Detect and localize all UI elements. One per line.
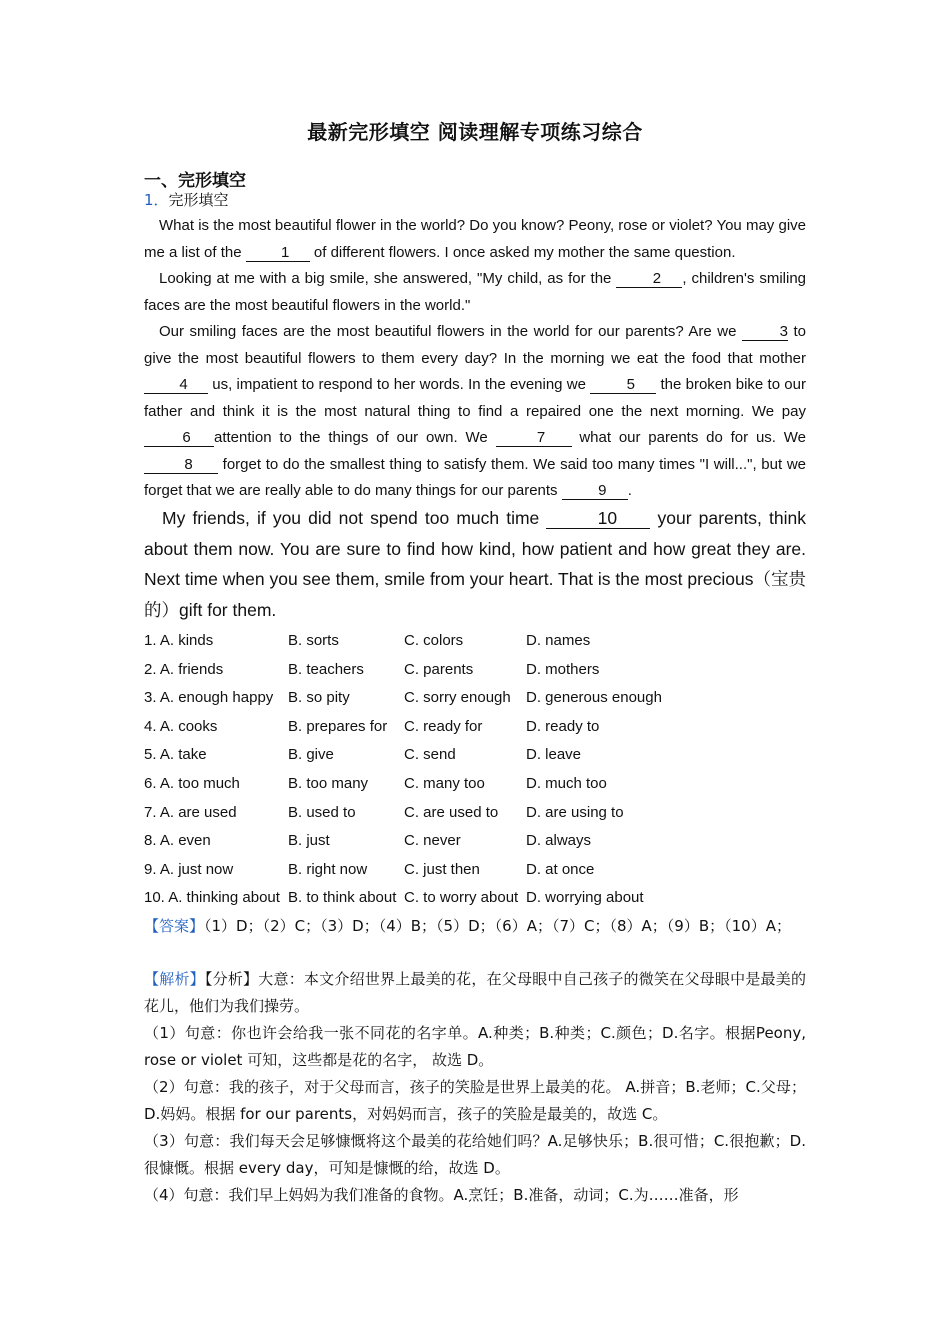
blank-2: 2 bbox=[616, 270, 682, 288]
option-row bbox=[144, 746, 806, 770]
option-choice: C. colors bbox=[404, 632, 464, 649]
passage-paragraph-2: Looking at me with a big smile, she answered, "My child, as for the 2 , children's smiling faces are the most beautiful flowers in the world." bbox=[144, 270, 807, 314]
option-choice: C. just then bbox=[404, 860, 480, 878]
explanation-item: （4）句意：我们早上妈妈为我们准备的食物。A.烹饪；B.准备，动词；C.为……准备，形 bbox=[144, 1186, 739, 1204]
option-choice: C. ready for bbox=[404, 717, 483, 735]
option-choice: B. just bbox=[288, 832, 330, 850]
option-choice: D. always bbox=[526, 832, 592, 850]
option-choice: D. generous enough bbox=[526, 689, 662, 707]
passage-paragraph-4: My friends, if you did not spend too much time 10 your parents, think about them now. You are sure to find how kind, how patient and how great they are. Next time when you see them, smile from your heart. That is the most precious（宝贵的）gift for them. bbox=[144, 508, 807, 620]
option-choice: D. ready to bbox=[526, 717, 600, 735]
blank-10: 10 bbox=[546, 508, 650, 529]
blank-3: 3 bbox=[742, 323, 788, 341]
section-heading: 一、完形填空 bbox=[144, 171, 246, 191]
blank-7: 7 bbox=[496, 429, 572, 447]
option-choice: D. much too bbox=[526, 775, 607, 792]
option-choice: 7. A. are used bbox=[144, 803, 237, 821]
option-choice: 3. A. enough happy bbox=[144, 689, 274, 707]
option-row bbox=[144, 775, 806, 799]
passage-paragraph-1: What is the most beautiful flower in the world? Do you know? Peony, rose or violet? You may give me a list of the 1 of different flowers. I once asked my mother the same question. bbox=[144, 217, 806, 261]
option-choice: C. send bbox=[404, 746, 456, 764]
blank-8: 8 bbox=[144, 456, 218, 474]
option-choice: B. too many bbox=[288, 775, 369, 792]
option-choice: 10. A. thinking about bbox=[144, 889, 280, 907]
option-row bbox=[144, 861, 806, 885]
option-choice: B. to think about bbox=[288, 889, 397, 907]
option-choice: D. at once bbox=[526, 860, 595, 878]
option-choice: C. many too bbox=[404, 775, 485, 792]
blank-1: 1 bbox=[246, 244, 310, 262]
option-choice: B. prepares for bbox=[288, 717, 388, 735]
option-choice: B. sorts bbox=[288, 632, 339, 649]
question-number: 1． bbox=[144, 191, 169, 209]
blank-9: 9 bbox=[562, 482, 628, 500]
blank-4: 4 bbox=[144, 376, 208, 394]
option-choice: C. to worry about bbox=[404, 889, 519, 907]
explanation-item: （3）句意：我们每天会足够慷慨将这个最美的花给她们吗？A.足够快乐；B.很可惜；C.很抱歉；D.很慷慨。根据 every day，可知是慷慨的给，故选 D。 bbox=[144, 1132, 806, 1177]
option-choice: B. so pity bbox=[288, 689, 350, 707]
option-row bbox=[144, 718, 806, 742]
option-choice: D. are using to bbox=[526, 803, 624, 821]
option-choice: B. give bbox=[288, 746, 334, 764]
option-row bbox=[144, 889, 806, 913]
option-row bbox=[144, 689, 806, 713]
option-choice: 5. A. take bbox=[144, 746, 207, 764]
option-choice: D. names bbox=[526, 632, 591, 649]
explanation-summary: 【分析】大意：本文介绍世界上最美的花，在父母眼中自己孩子的微笑在父母眼中是最美的花儿，他们为我们操劳。 bbox=[144, 970, 806, 1015]
page-title: 最新完形填空 阅读理解专项练习综合 bbox=[307, 120, 643, 144]
option-choice: 4. A. cooks bbox=[144, 717, 218, 735]
blank-6: 6 bbox=[144, 429, 214, 447]
option-choice: B. used to bbox=[288, 803, 356, 821]
option-choice: 8. A. even bbox=[144, 832, 211, 850]
option-choice: C. sorry enough bbox=[404, 689, 511, 707]
option-row bbox=[144, 632, 806, 656]
option-choice: 9. A. just now bbox=[144, 860, 234, 878]
option-choice: 1. A. kinds bbox=[144, 632, 214, 649]
option-choice: B. right now bbox=[288, 860, 368, 878]
question-header bbox=[144, 189, 229, 210]
answer-block bbox=[144, 913, 806, 939]
answer-text: （1）D；（2）C；（3）D；（4）B；（5）D；（6）A；（7）C；（8）A；（9）B；（10）A； bbox=[204, 917, 791, 935]
passage-paragraph-3: Our smiling faces are the most beautiful flowers in the world for our parents? Are we 3 to give the most beautiful flowers to them every day? In the morning we eat the food that mother 4 us, impatient to respond to her words. In the evening we 5 the broken bike to our father and think it is the most natural thing to find a repaired one the next morning. We pay 6 attention to the things of our own. We 7 what our parents do for us. We 8 forget to do the smallest thing to satisfy them. We said too many times "I will...", but we forget that we are really able to do many things for our parents 9 . bbox=[144, 323, 806, 499]
option-choice: 2. A. friends bbox=[144, 660, 224, 678]
option-choice: C. never bbox=[404, 832, 461, 850]
option-choice: 6. A. too much bbox=[144, 775, 240, 792]
explanation-block bbox=[144, 966, 806, 1209]
option-choice: B. teachers bbox=[288, 660, 364, 678]
option-choice: C. are used to bbox=[404, 803, 499, 821]
explanation-item: （2）句意：我的孩子，对于父母而言，孩子的笑脸是世界上最美的花。 A.拼音；B.老师；C.父母；D.妈妈。根据 for our parents，对妈妈而言，孩子的笑脸是最美的，故选 C。 bbox=[144, 1078, 806, 1123]
answer-tag: 【答案】 bbox=[144, 917, 205, 935]
blank-5: 5 bbox=[590, 376, 656, 394]
explanation-tag: 【解析】 bbox=[144, 970, 205, 988]
option-row bbox=[144, 661, 806, 685]
option-row bbox=[144, 832, 806, 856]
explanation-item: （1）句意：你也许会给我一张不同花的名字单。A.种类；B.种类；C.颜色；D.名字。根据Peony, rose or violet 可知，这些都是花的名字， 故选 D。 bbox=[144, 1024, 806, 1069]
option-choice: D. leave bbox=[526, 746, 582, 764]
option-choice: D. mothers bbox=[526, 660, 600, 678]
option-choice: D. worrying about bbox=[526, 889, 644, 907]
question-label: 完形填空 bbox=[168, 191, 229, 209]
option-row bbox=[144, 804, 806, 828]
option-choice: C. parents bbox=[404, 660, 474, 678]
